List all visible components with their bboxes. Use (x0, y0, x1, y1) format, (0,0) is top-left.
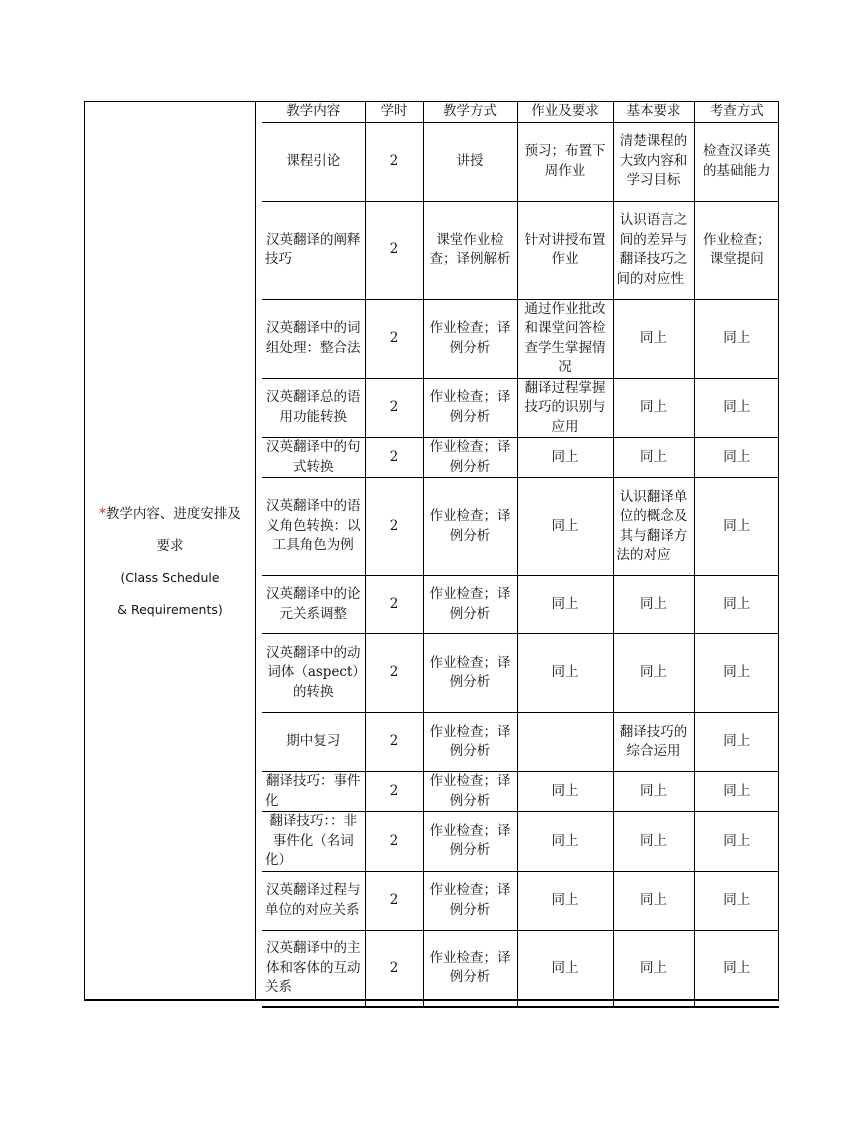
cell-method: 作业检查；译例分析 (423, 713, 517, 772)
cell-hours: 2 (365, 438, 423, 478)
cell-assess: 同上 (694, 812, 779, 872)
cell-homework: 同上 (517, 871, 613, 930)
cell-content: 汉英翻译中的语义角色转换：以工具角色为例 (262, 478, 365, 576)
cell-basic: 翻译技巧的综合运用 (613, 713, 694, 772)
table-row (262, 299, 779, 378)
cell-method: 作业检查；译例分析 (423, 930, 517, 1007)
cell-content: 汉英翻译中的主体和客体的互动关系 (262, 930, 365, 1007)
table-row (262, 122, 779, 201)
table-row (262, 871, 779, 930)
section-label-cell (85, 102, 256, 999)
cell-homework: 同上 (517, 634, 613, 713)
cell-assess: 同上 (694, 772, 779, 812)
table-row (262, 713, 779, 772)
cell-assess: 同上 (694, 930, 779, 1007)
section-label-cn-line1: *教学内容、进度安排及 (99, 506, 241, 522)
cell-content: 期中复习 (262, 713, 365, 772)
table-row (262, 772, 779, 812)
table-row (262, 634, 779, 713)
cell-basic: 同上 (613, 772, 694, 812)
cell-basic: 同上 (613, 871, 694, 930)
cell-basic: 同上 (613, 930, 694, 1007)
header-content: 教学内容 (262, 102, 365, 122)
cell-assess: 同上 (694, 478, 779, 576)
schedule-table (262, 102, 779, 1008)
cell-hours: 2 (365, 478, 423, 576)
cell-content: 汉英翻译中的句式转换 (262, 438, 365, 478)
cell-homework: 同上 (517, 576, 613, 634)
cell-hours: 2 (365, 930, 423, 1007)
cell-homework: 通过作业批改和课堂问答检查学生掌握情况 (517, 299, 613, 378)
cell-homework: 同上 (517, 478, 613, 576)
cell-basic: 认识翻译单位的概念及其与翻译方法的对应 (613, 478, 694, 576)
cell-content: 汉英翻译中的动词体（aspect）的转换 (262, 634, 365, 713)
cell-basic: 认识语言之间的差异与翻译技巧之间的对应性 (613, 201, 694, 299)
cell-method: 作业检查；译例分析 (423, 634, 517, 713)
cell-basic: 同上 (613, 299, 694, 378)
table-row (262, 201, 779, 299)
cell-hours: 2 (365, 772, 423, 812)
cell-method: 讲授 (423, 122, 517, 201)
cell-method: 课堂作业检查；译例解析 (423, 201, 517, 299)
section-label-en-line2: & Requirements) (117, 602, 223, 617)
cell-assess: 同上 (694, 713, 779, 772)
cell-assess: 同上 (694, 634, 779, 713)
cell-homework: 翻译过程掌握技巧的识别与应用 (517, 378, 613, 438)
cell-method: 作业检查；译例分析 (423, 772, 517, 812)
cell-hours: 2 (365, 871, 423, 930)
cell-hours: 2 (365, 201, 423, 299)
cell-homework: 同上 (517, 438, 613, 478)
cell-basic: 同上 (613, 576, 694, 634)
cell-assess: 同上 (694, 378, 779, 438)
cell-method: 作业检查；译例分析 (423, 871, 517, 930)
cell-method: 作业检查；译例分析 (423, 299, 517, 378)
cell-hours: 2 (365, 713, 423, 772)
header-assessment: 考查方式 (694, 102, 779, 122)
table-row (262, 930, 779, 1007)
cell-homework (517, 713, 613, 772)
cell-assess: 作业检查；课堂提问 (694, 201, 779, 299)
cell-assess: 检查汉译英的基础能力 (694, 122, 779, 201)
cell-hours: 2 (365, 122, 423, 201)
cell-assess: 同上 (694, 576, 779, 634)
cell-homework: 预习；布置下周作业 (517, 122, 613, 201)
cell-assess: 同上 (694, 871, 779, 930)
table-header-row (262, 102, 779, 122)
section-label-en-line1: (Class Schedule (120, 570, 220, 585)
cell-homework: 同上 (517, 930, 613, 1007)
cell-method: 作业检查；译例分析 (423, 438, 517, 478)
required-asterisk: * (99, 506, 106, 522)
cell-method: 作业检查；译例分析 (423, 812, 517, 872)
cell-content: 翻译技巧：事件化 (262, 772, 365, 812)
cell-assess: 同上 (694, 438, 779, 478)
cell-homework: 针对讲授布置作业 (517, 201, 613, 299)
table-row (262, 438, 779, 478)
cell-hours: 2 (365, 812, 423, 872)
header-basic-requirements: 基本要求 (613, 102, 694, 122)
cell-homework: 同上 (517, 812, 613, 872)
cell-assess: 同上 (694, 299, 779, 378)
cell-hours: 2 (365, 634, 423, 713)
table-row (262, 812, 779, 872)
header-method: 教学方式 (423, 102, 517, 122)
cell-method: 作业检查；译例分析 (423, 378, 517, 438)
cell-hours: 2 (365, 299, 423, 378)
cell-content: 翻译技巧：：非事件化（名词化） (262, 812, 365, 872)
cell-content: 汉英翻译中的词组处理：整合法 (262, 299, 365, 378)
cell-content: 课程引论 (262, 122, 365, 201)
cell-basic: 同上 (613, 378, 694, 438)
cell-content: 汉英翻译中的论元关系调整 (262, 576, 365, 634)
cell-basic: 同上 (613, 812, 694, 872)
table-row (262, 576, 779, 634)
cell-basic: 清楚课程的大致内容和学习目标 (613, 122, 694, 201)
header-homework: 作业及要求 (517, 102, 613, 122)
cell-method: 作业检查；译例分析 (423, 576, 517, 634)
cell-hours: 2 (365, 378, 423, 438)
syllabus-schedule-block (84, 101, 779, 1001)
cell-content: 汉英翻译的阐释技巧 (262, 201, 365, 299)
cell-content: 汉英翻译总的语用功能转换 (262, 378, 365, 438)
cell-basic: 同上 (613, 634, 694, 713)
cell-basic: 同上 (613, 438, 694, 478)
section-label-cn-line2: 要求 (156, 538, 184, 554)
cell-homework: 同上 (517, 772, 613, 812)
cell-content: 汉英翻译过程与单位的对应关系 (262, 871, 365, 930)
table-row (262, 378, 779, 438)
cell-method: 作业检查；译例分析 (423, 478, 517, 576)
section-label (85, 498, 255, 626)
cell-hours: 2 (365, 576, 423, 634)
header-hours: 学时 (365, 102, 423, 122)
table-row (262, 478, 779, 576)
